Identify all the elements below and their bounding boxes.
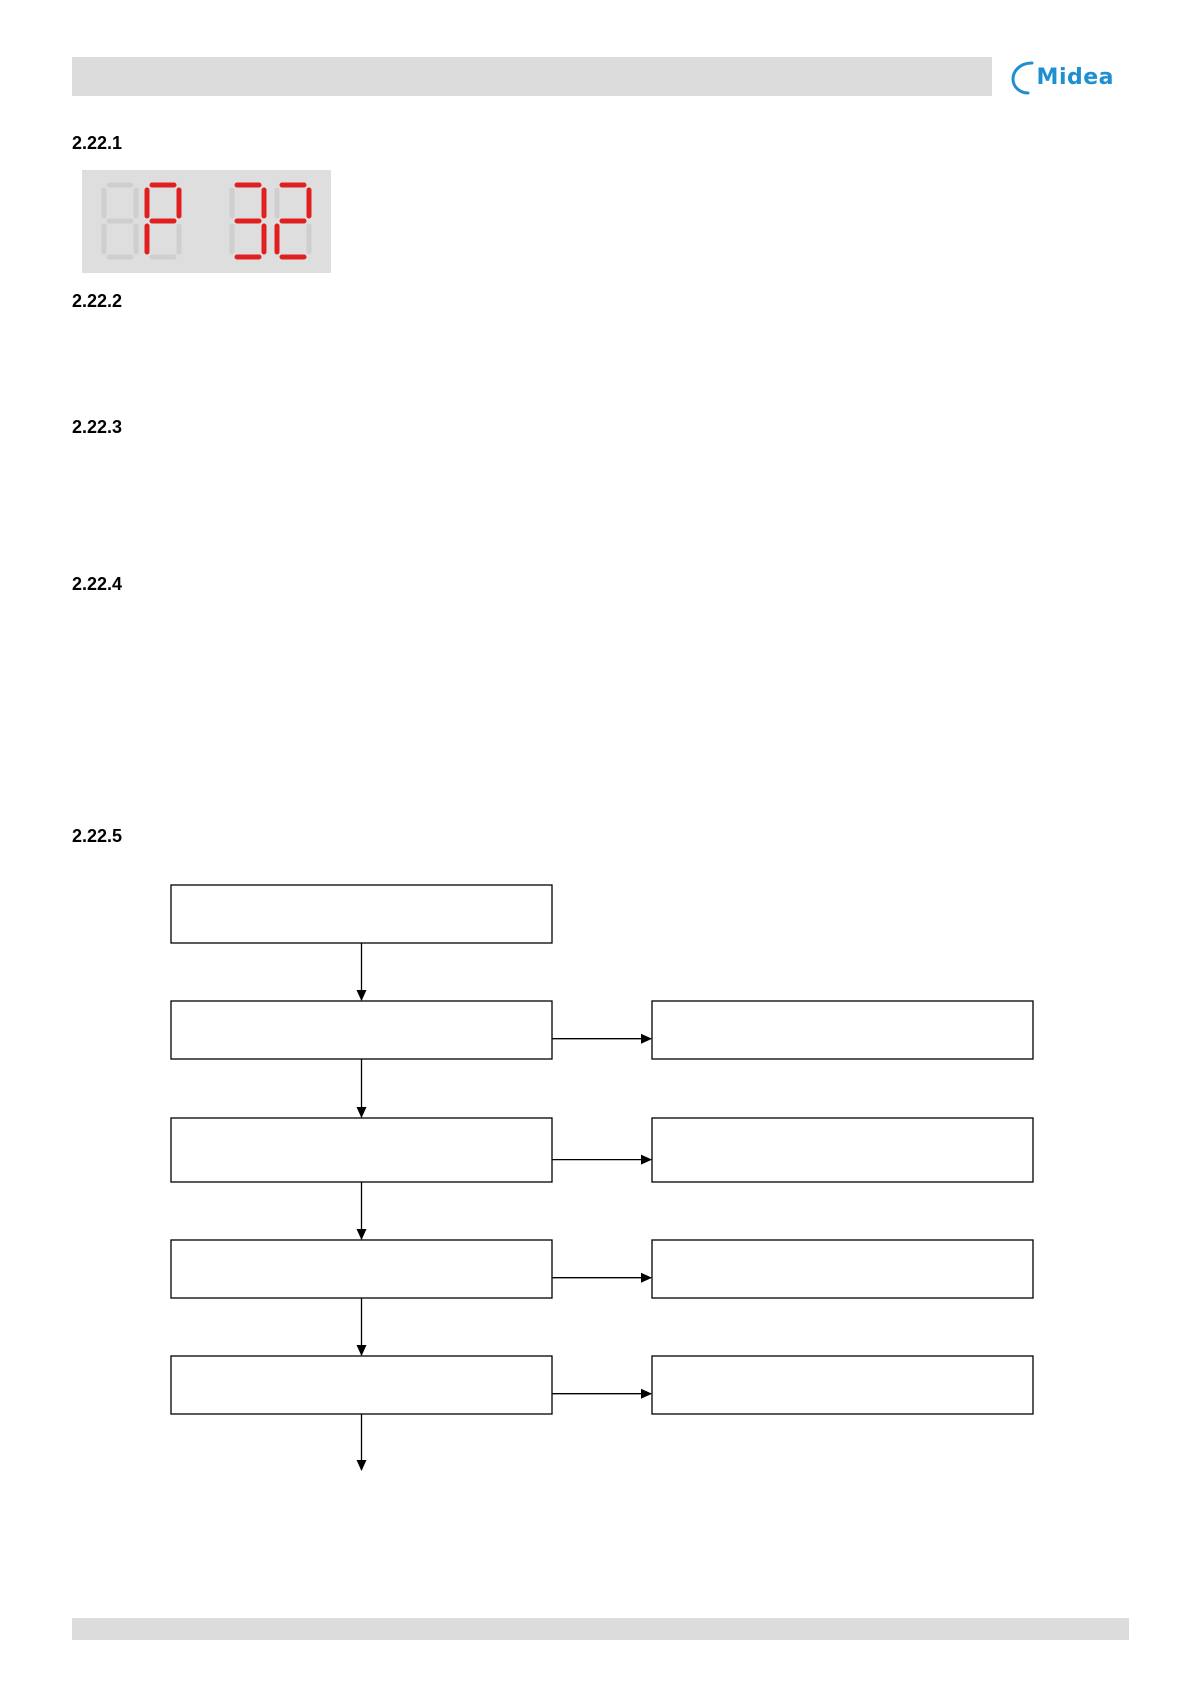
section-heading-2-22-5: 2.22.5 — [72, 826, 123, 846]
logo-text: Midea — [1036, 64, 1114, 90]
flow-action-box-3 — [652, 1240, 1033, 1298]
flow-step-box-3 — [171, 1118, 552, 1182]
flow-step-box-5 — [171, 1356, 552, 1414]
section-heading-2-22-1: 2.22.1 — [72, 133, 123, 153]
footer-bar — [72, 1618, 1129, 1640]
flow-action-box-2 — [652, 1118, 1033, 1182]
flow-action-box-1 — [652, 1001, 1033, 1059]
section-heading-2-22-3: 2.22.3 — [72, 417, 123, 437]
section-heading-2-22-4: 2.22.4 — [72, 574, 123, 594]
flow-step-box-1 — [171, 885, 552, 943]
flow-step-box-2 — [171, 1001, 552, 1059]
section-heading-2-22-2: 2.22.2 — [72, 291, 123, 311]
flow-step-box-4 — [171, 1240, 552, 1298]
flow-action-box-4 — [652, 1356, 1033, 1414]
